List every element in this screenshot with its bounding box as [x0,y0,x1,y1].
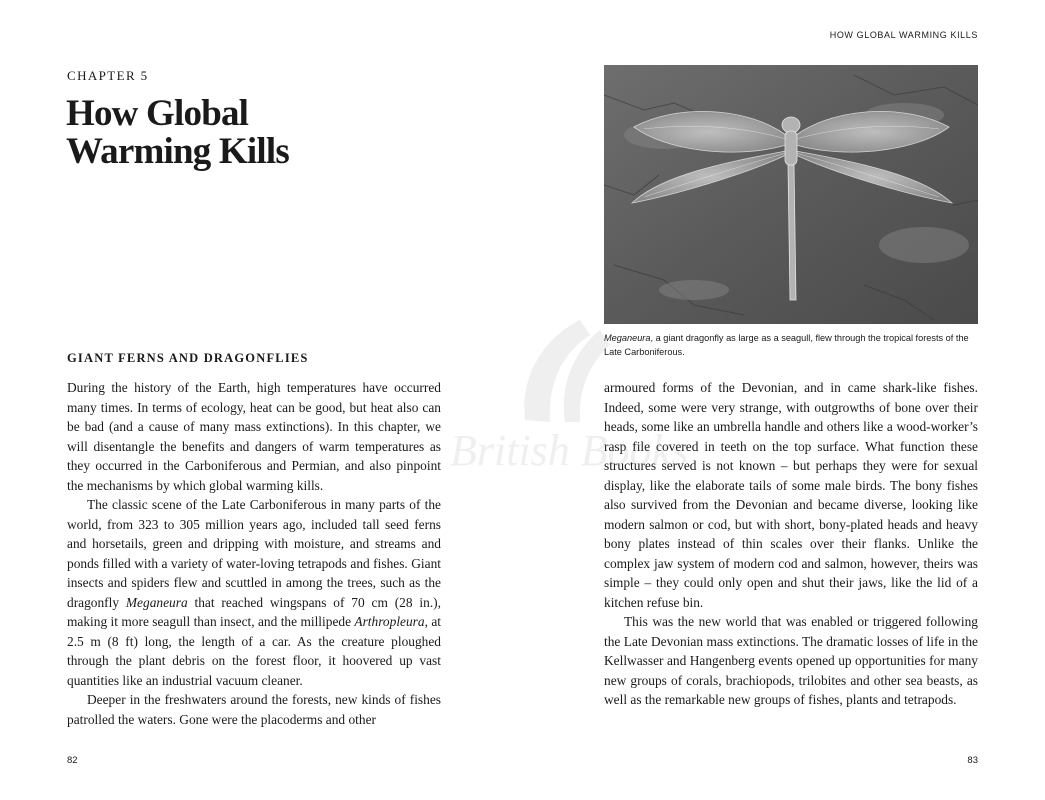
section-heading: GIANT FERNS AND DRAGONFLIES [67,351,309,365]
page-number-left: 82 [67,755,78,766]
caption-genus: Meganeura [604,333,651,343]
dragonfly-fossil-image [604,65,978,324]
italic-genus: Meganeura [125,594,188,610]
chapter-label: CHAPTER 5 [67,68,149,83]
italic-genus: Arthropleura [354,614,425,629]
paragraph-text: , at 2.5 m (8 ft) long, the length of a car. As the creature ploughed through the plant debris on the forest floor, it hoovered up vast quantities like an industrial vacuum cleaner. [67,614,441,688]
paragraph [67,495,441,690]
watermark-text: British Books [450,426,689,475]
right-column [604,378,978,710]
chapter-title [66,95,426,171]
caption-text: , a giant dragonfly as large as a seagull, flew through the tropical forests of the Late Carboniferous. [604,333,969,357]
paragraph-text: The classic scene of the Late Carboniferous in many parts of the world, from 323 to 305 million years ago, included tall seed ferns and horsetails, green and dripping with moisture, and streams and ponds filled with a variety of water-loving tetrapods and fishes. Giant insects and spiders flew and scuttled in among the trees, such as the dragonfly [67,497,441,610]
page-number-right: 83 [967,755,978,766]
paragraph: armoured forms of the Devonian, and in came shark-like fishes. Indeed, some were very strange, with outgrowths of bone over their heads, some like an umbrella handle and others like a wood-worker’s rasp file covered in teeth on the top surface. What function these structures served is not known – but perhaps they were for sexual display, like the elaborate tails of some male birds. The bony fishes also survived from the Devonian and became diverse, looking like modern salmon or cod, but with short, bony-plated heads and heavy bony plates instead of thin scales over their flanks. Unlike the complex jaw system of modern cod and salmon, however, theirs was simple – they could only open and shut their jaws, like the lid of a kitchen refuse bin. [604,380,978,610]
paragraph-text: that reached wingspans of 70 cm (28 in.), making it more seagull than insect, and the millipede [67,594,441,629]
fossil-figure [604,65,978,324]
running-header: HOW GLOBAL WARMING KILLS [829,30,978,40]
paragraph: This was the new world that was enabled or triggered following the Late Devonian mass extinctions. The dramatic losses of life in the Kellwasser and Hangenberg events opened up opportunities for many new groups of corals, brachiopods, trilobites and other sea beasts, as well as the remarkable new groups of fishes, plants and tetrapods. [604,614,978,707]
figure-caption [604,331,978,359]
chapter-title-line-2: Warming Kills [66,131,289,172]
chapter-title-line-1: How Global [66,93,249,134]
paragraph: During the history of the Earth, high temperatures have occurred many times. In terms of ecology, heat can be good, but heat also can be bad (and a cause of many mass extinctions). In this chapter, we will disentangle the benefits and dangers of warm temperatures as they occurred in the Carboniferous and Permian, and also pinpoint the mechanisms by which global warming kills. [67,380,441,493]
left-column [67,378,441,729]
paragraph: Deeper in the freshwaters around the forests, new kinds of fishes patrolled the waters. Gone were the placoderms and other [67,692,441,727]
